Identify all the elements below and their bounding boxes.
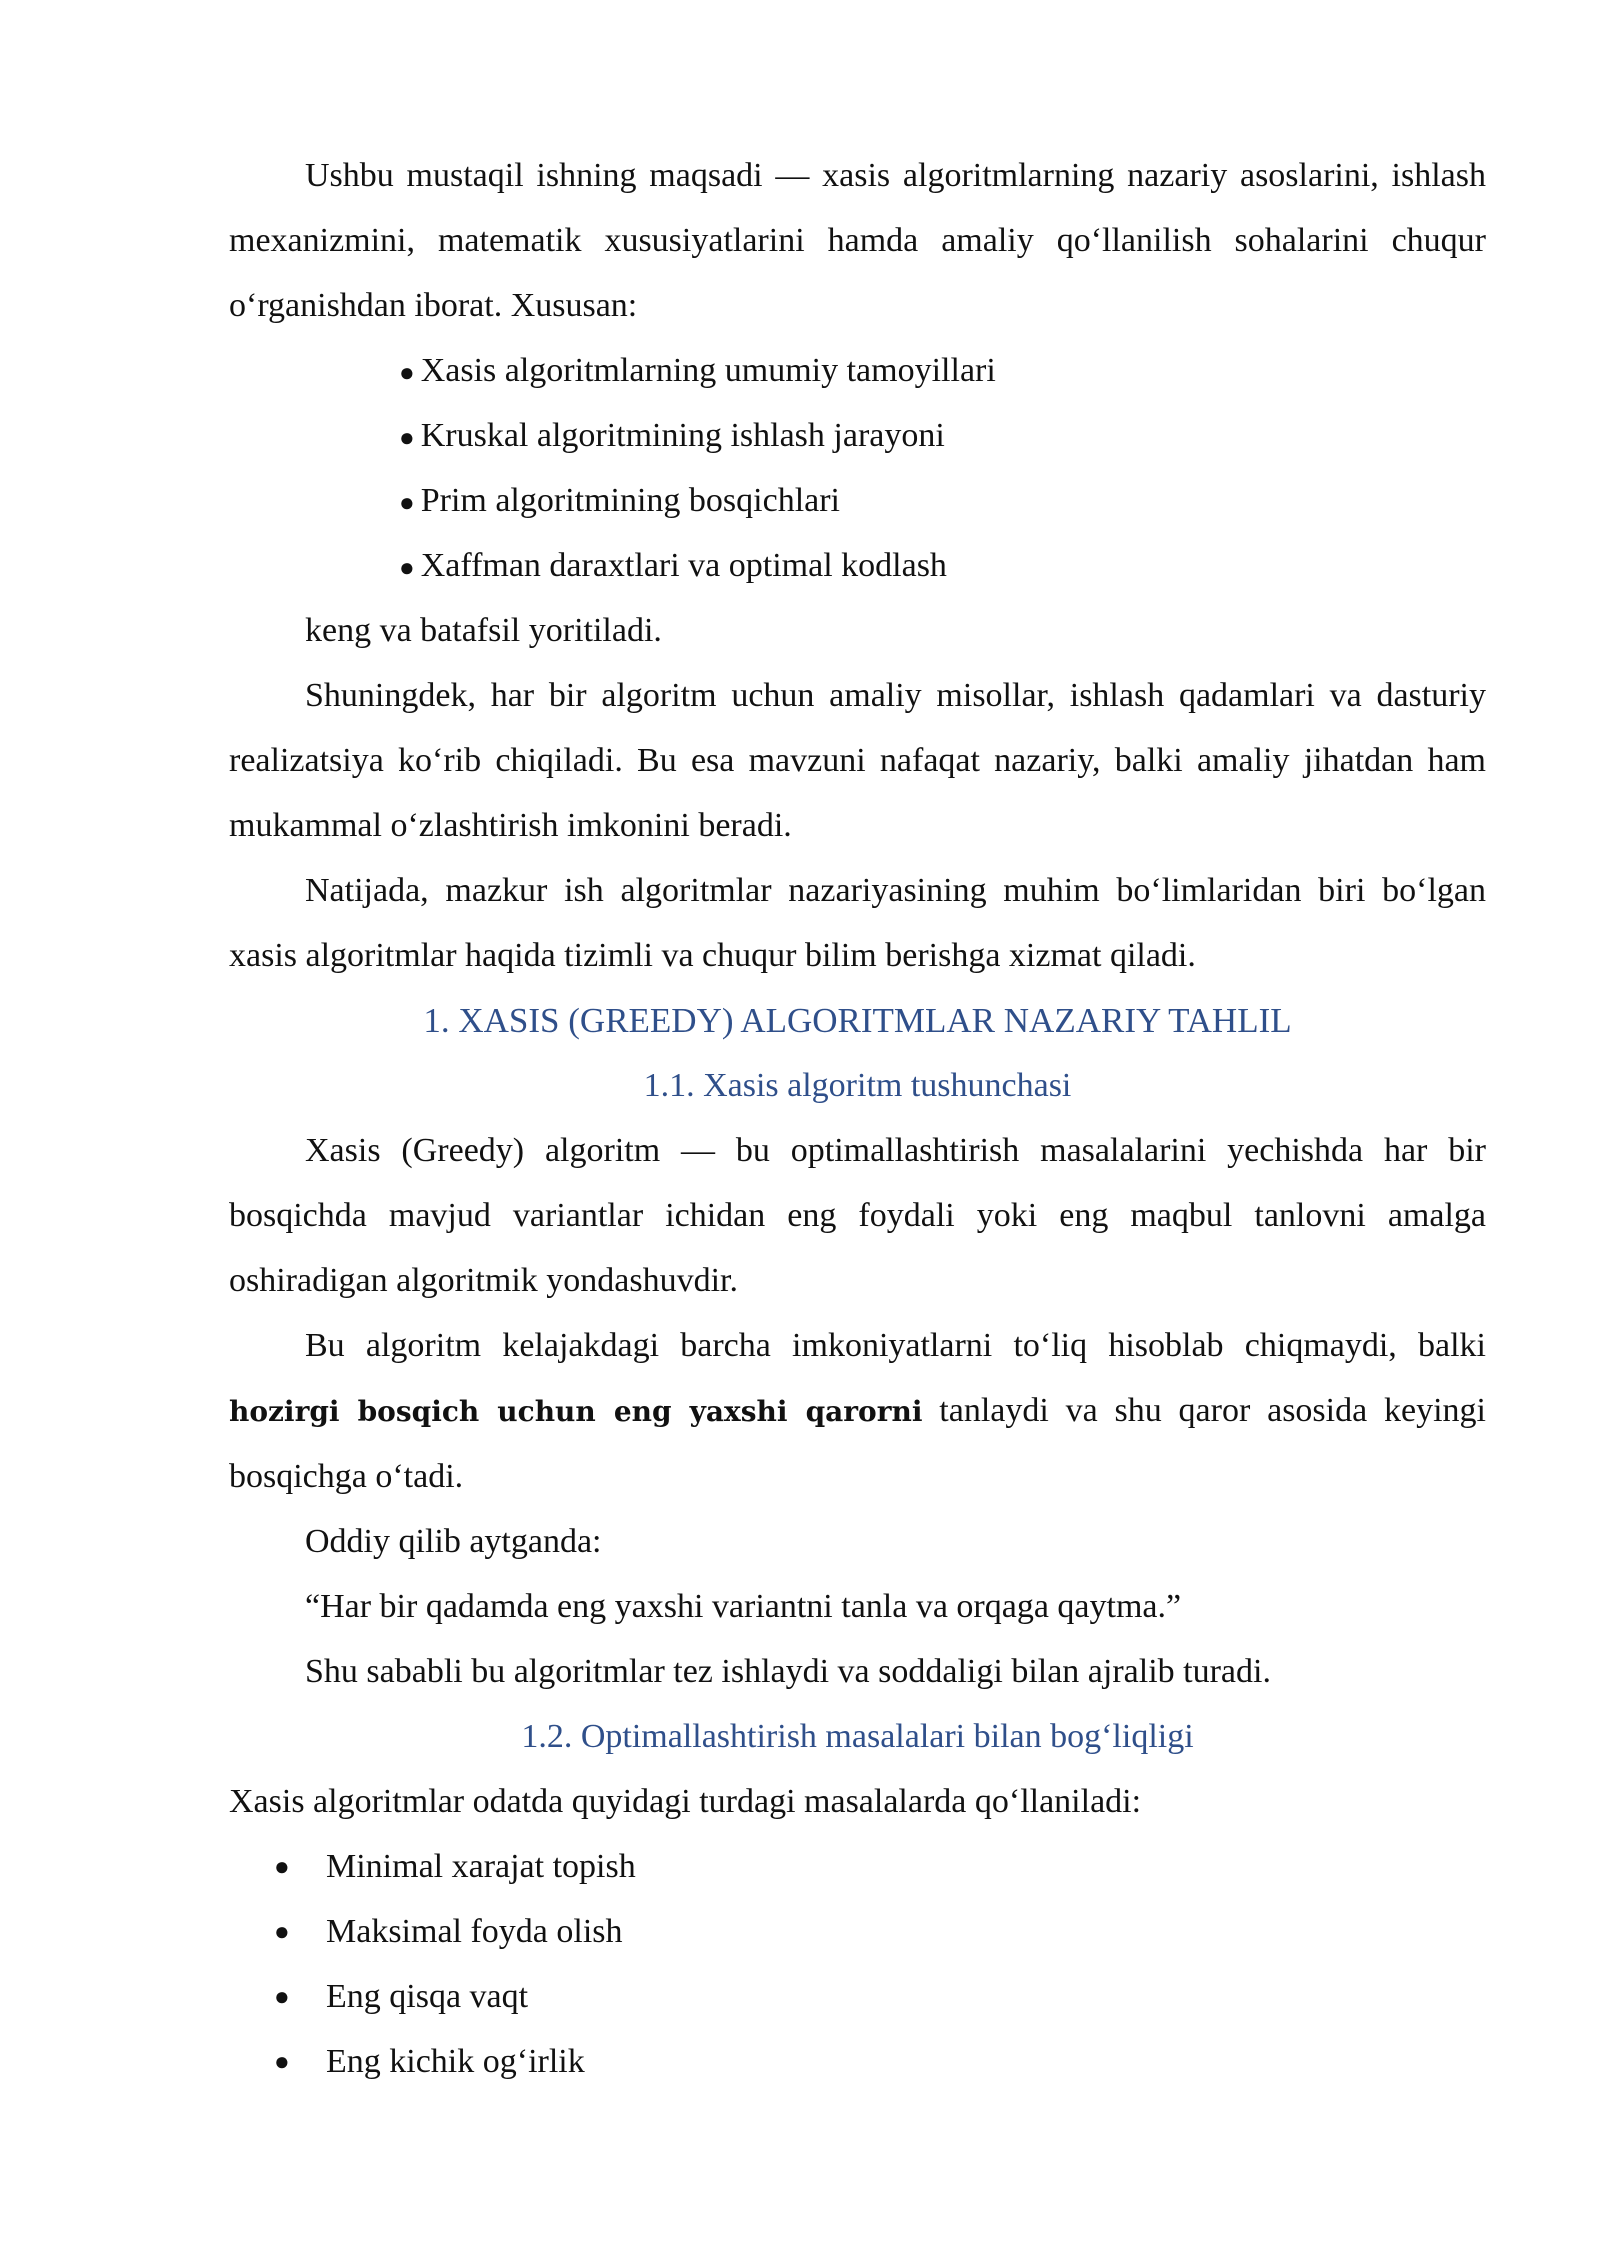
usage-bullet-item [229,1899,1486,1964]
usage-bullet-item [229,1964,1486,2029]
intro-bullet-item [229,403,1486,468]
bullet-icon: ● [399,358,415,387]
bullet-icon: ● [399,488,415,517]
bullet-text: Maksimal foyda olish [326,1913,623,1950]
definition-paragraph: Xasis (Greedy) algoritm — bu optimallashtirish masalalarini yechishda har bir bosqichda mavjud variantlar ichidan eng foydali yoki eng maqbul tanlovni amalga oshiradigan algoritmik yondashuvdir. [229,1132,1486,1299]
bullet-text: Kruskal algoritmining ishlash jarayoni [420,417,945,454]
subsection-heading-1-2: 1.2. Optimallashtirish masalalari bilan bog‘liqligi [521,1718,1194,1755]
bullet-text: Eng qisqa vaqt [326,1978,529,2015]
section-heading: 1. XASIS (GREEDY) ALGORITMLAR NAZARIY TAHLIL [423,1001,1292,1040]
paragraph-text: bosqichga o‘tadi. [229,1458,464,1495]
bullet-text: Prim algoritmining bosqichlari [420,482,841,519]
bullet-text: Eng kichik og‘irlik [326,2043,585,2080]
intro-bullet-item [229,468,1486,533]
intro-bullet-item [229,338,1486,403]
usage-intro-line: Xasis algoritmlar odatda quyidagi turdagi masalalarda qo‘llaniladi: [229,1783,1142,1820]
paragraph-text: Bu algoritm kelajakdagi barcha imkoniyatlarni to‘liq hisoblab chiqmaydi, balki [305,1327,1486,1364]
conclusion-line: Shu sababli bu algoritmlar tez ishlaydi va soddaligi bilan ajralib turadi. [305,1653,1271,1690]
quote-line: “Har bir qadamda eng yaxshi variantni tanla va orqaga qaytma.” [305,1588,1182,1625]
usage-bullet-item [229,1834,1486,1899]
bullet-text: Xaffman daraxtlari va optimal kodlash [420,547,947,584]
bullet-icon: ● [274,1917,290,1946]
bullet-icon: ● [274,2047,290,2076]
intro-bullet-item [229,533,1486,598]
intro-paragraph-3: Natijada, mazkur ish algoritmlar nazariyasining muhim bo‘limlaridan biri bo‘lgan xasis algoritmlar haqida tizimli va chuqur bilim berishga xizmat qiladi. [229,872,1486,974]
bullet-icon: ● [274,1982,290,2011]
bullet-icon: ● [399,553,415,582]
bullet-text: Minimal xarajat topish [326,1848,636,1885]
usage-bullet-item [229,2029,1486,2094]
bold-phrase: hozirgi bosqich uchun eng yaxshi qarorni [229,1395,923,1428]
bullet-text: Xasis algoritmlarning umumiy tamoyillari [420,352,996,389]
intro-paragraph-1: Ushbu mustaqil ishning maqsadi — xasis algoritmlarning nazariy asoslarini, ishlash mexanizmini, matematik xususiyatlarini hamda amaliy qo‘llanilish sohalarini chuqur o‘rganishdan iborat. Xususan: [229,157,1486,324]
intro-paragraph-2: Shuningdek, har bir algoritm uchun amaliy misollar, ishlash qadamlari va dasturiy realizatsiya ko‘rib chiqiladi. Bu esa mavzuni nafaqat nazariy, balki amaliy jihatdan ham mukammal o‘zlashtirish imkonini beradi. [229,677,1486,844]
simple-words-line: Oddiy qilib aytganda: [305,1523,602,1560]
subsection-heading-1-1: 1.1. Xasis algoritm tushunchasi [643,1067,1072,1104]
after-bullets-text: keng va batafsil yoritiladi. [305,612,662,649]
page-content [229,143,1486,2094]
bullet-icon: ● [274,1852,290,1881]
bullet-icon: ● [399,423,415,452]
greedy-choice-paragraph [229,1313,1486,1509]
paragraph-text: tanlaydi va shu qaror asosida keyingi [939,1392,1486,1429]
